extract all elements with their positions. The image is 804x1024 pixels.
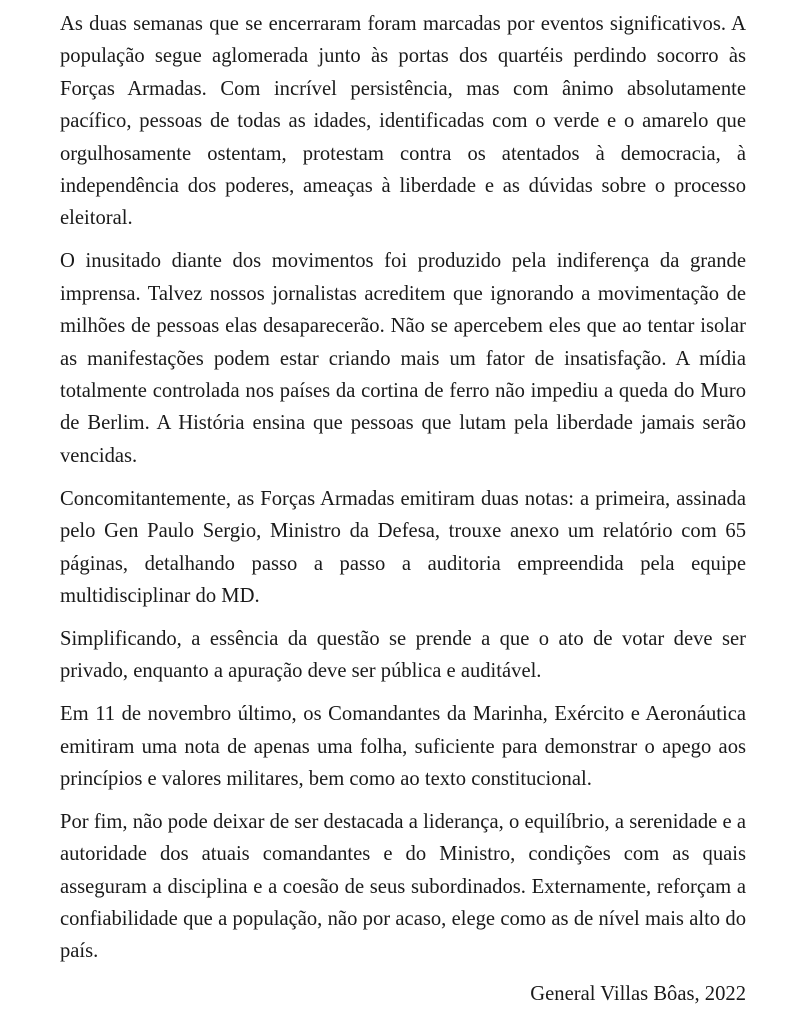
paragraph-4: Simplificando, a essência da questão se prende a que o ato de votar deve ser privado, enquanto a apuração deve ser pública e auditável. (60, 627, 746, 683)
paragraph-6: Por fim, não pode deixar de ser destacada a liderança, o equilíbrio, a serenidade e a autoridade dos atuais comandantes e do Ministro, condições com as quais asseguram a disciplina e a coesão de seus subordinados. Externamente, reforçam a confiabilidade que a população, não por acaso, elege como as de nível mais alto do país. (60, 810, 746, 963)
paragraph-5: Em 11 de novembro último, os Comandantes da Marinha, Exército e Aeronáutica emitiram uma nota de apenas uma folha, suficiente para demonstrar o apego aos princípios e valores militares, bem como ao texto constitucional. (60, 703, 746, 790)
document-page (60, 8, 746, 1010)
signature: General Villas Bôas, 2022 (530, 983, 746, 1006)
paragraph-2: O inusitado diante dos movimentos foi produzido pela indiferença da grande imprensa. Talvez nossos jornalistas acreditem que ignorando a movimentação de milhões de pessoas elas desaparecerão. Não se apercebem eles que ao tentar isolar as manifestações podem estar criando mais um fator de insatisfação. A mídia totalmente controlada nos países da cortina de ferro não impediu a queda do Muro de Berlim. A História ensina que pessoas que lutam pela liberdade jamais serão vencidas. (60, 250, 746, 467)
paragraph-3: Concomitantemente, as Forças Armadas emitiram duas notas: a primeira, assinada pelo Gen Paulo Sergio, Ministro da Defesa, trouxe anexo um relatório com 65 páginas, detalhando passo a passo a auditoria empreendida pela equipe multidisciplinar do MD. (60, 487, 746, 607)
paragraph-1: As duas semanas que se encerraram foram marcadas por eventos significativos. A população segue aglomerada junto às portas dos quartéis perdindo socorro às Forças Armadas. Com incrível persistência, mas com ânimo absolutamente pacífico, pessoas de todas as idades, identificadas com o verde e o amarelo que orgulhosamente ostentam, protestam contra os atentados à democracia, à independência dos poderes, ameaças à liberdade e as dúvidas sobre o processo eleitoral. (60, 13, 746, 230)
